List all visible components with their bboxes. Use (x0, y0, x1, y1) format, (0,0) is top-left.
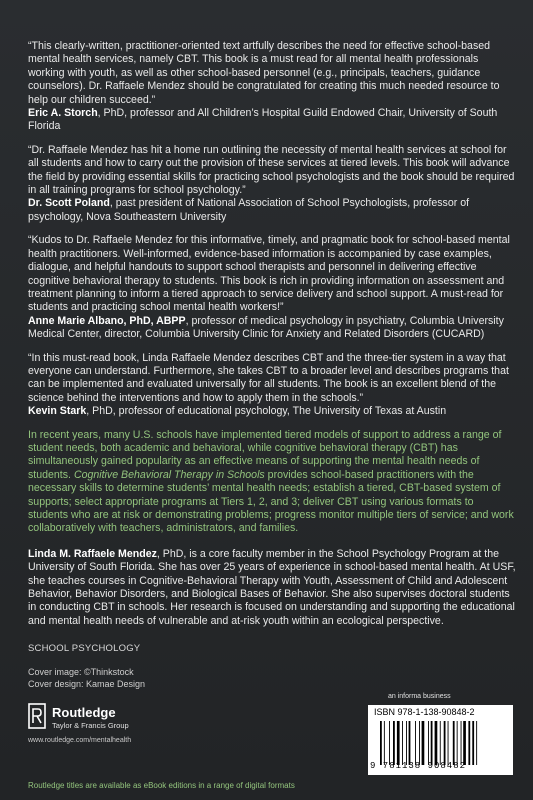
endorser-name: Eric A. Storch (28, 107, 98, 120)
book-description (28, 429, 516, 536)
author-bio (28, 548, 516, 628)
endorser-credentials: , past president of National Association of School Psychologists, professor of psychology, Nova Southeastern University (28, 197, 470, 223)
cover-text (28, 40, 516, 690)
subject-category: SCHOOL PSYCHOLOGY (28, 643, 141, 655)
endorsement-2 (28, 144, 516, 224)
endorsement-3 (28, 234, 516, 341)
author-name: Linda M. Raffaele Mendez (28, 547, 157, 560)
endorser-name: Dr. Scott Poland (28, 197, 110, 210)
endorsement-attribution (28, 107, 516, 134)
book-title: Cognitive Behavioral Therapy in Schools (73, 468, 265, 481)
publisher-url: www.routledge.com/mentalhealth (28, 737, 132, 744)
endorsement-text: “In this must-read book, Linda Raffaele Mendez describes CBT and the three-tier system in a way that everyone can understand. Furthermore, she takes CBT to a broader level and describes programs that can be implemented and evaluated universally for all students. The book is an excellent blend of the science behind the interventions and how to apply them in the schools.” (28, 351, 509, 404)
publisher-name: Routledge (52, 705, 116, 720)
barcode-number: 9 781138 908482 (370, 761, 467, 771)
endorsement-attribution (28, 405, 516, 418)
publisher-logo (28, 703, 228, 753)
endorsement-attribution (28, 197, 516, 224)
cover-credits (28, 666, 516, 690)
isbn-barcode (368, 705, 513, 775)
endorser-credentials: , professor of medical psychology in psychiatry, Columbia University Medical Center, director, Columbia University Clinic for Anxiety and Related Disorders (CUCARD) (28, 314, 504, 341)
author-bio-text: , PhD, is a core faculty member in the School Psychology Program at the University of South Florida. She has over 25 years of experience in school-based mental health. At USF, she teaches courses in Cognitive-Behavioral Therapy with Youth, Assessment of Child and Adolescent Behavior, Behavior Disorders, and Biological Bases of Behavior. She also supervises doctoral students in conducting CBT in schools. Her research is focused on understanding and supporting the educational and mental health needs of vulnerable and at-risk youth within an ecological perspective. (28, 547, 516, 627)
publisher-group: Taylor & Francis Group (52, 721, 129, 730)
endorsement-attribution (28, 315, 516, 342)
endorsement-text: “Kudos to Dr. Raffaele Mendez for this informative, timely, and pragmatic book for school-based mental health practitioners. Well-informed, evidence-based information is accompanied by case examples, dialogue, and helpful handouts to support school therapists and personnel in delivering effective cognitive behavioral therapy to students. This book is rich in providing information on assessment and treatment planning to inform a tiered approach to service delivery and school support. A must-read for students and practicing school mental health workers!” (28, 234, 510, 314)
informa-tagline: an informa business (388, 693, 451, 700)
endorsement-4 (28, 352, 516, 419)
endorsement-1 (28, 40, 516, 134)
routledge-logo-icon (28, 703, 46, 729)
endorsement-text: “This clearly-written, practitioner-oriented text artfully describes the need for effective school-based mental health services, namely CBT. This book is a must read for all mental health professionals working with youth, as well as other school-based personnel (e.g., principals, teachers, guidance counselors). Dr. Raffaele Mendez should be congratulated for creating this much needed resource to help our children succeed.” (28, 40, 500, 106)
description-part-2: provides school-based practitioners with the necessary skills to determine students’ mental health needs; establish a tiered, CBT-based system of supports; select appropriate programs at Tiers 1, 2, and 3; deliver CBT using various formats to students who are at risk or demonstrating problems; progress monitor multiple tiers of service; and work collaboratively with teachers, administrators, and families. (28, 468, 514, 535)
cover-image-credit: Cover image: ©Thinkstock (28, 666, 134, 677)
endorser-name: Kevin Stark (28, 405, 87, 418)
ebook-note: Routledge titles are available as eBook editions in a range of digital formats (28, 781, 295, 790)
endorser-name: Anne Marie Albano, PhD, ABPP (28, 314, 186, 327)
endorser-credentials: , PhD, professor of educational psychology, The University of Texas at Austin (86, 405, 447, 418)
barcode-icon (378, 721, 508, 765)
endorsement-text: “Dr. Raffaele Mendez has hit a home run outlining the necessity of mental health services at school for all students and how to carry out the provision of these services at tiered levels. This book will advance the field by providing essential skills for practicing school psychologists and the book should be required in all training programs for school psychology.” (28, 143, 515, 197)
isbn-label: ISBN 978-1-138-90848-2 (374, 707, 475, 717)
cover-design-credit: Cover design: Kamae Design (28, 678, 146, 689)
description-part-1: In recent years, many U.S. schools have implemented tiered models of support to address a range of student needs, both academic and behavioral, while cognitive behavioral therapy (CBT) has simultaneously gained popularity as an effective means of supporting the mental health needs of students. (28, 428, 502, 481)
endorser-credentials: , PhD, professor and All Children’s Hospital Guild Endowed Chair, University of South Florida (28, 107, 498, 133)
